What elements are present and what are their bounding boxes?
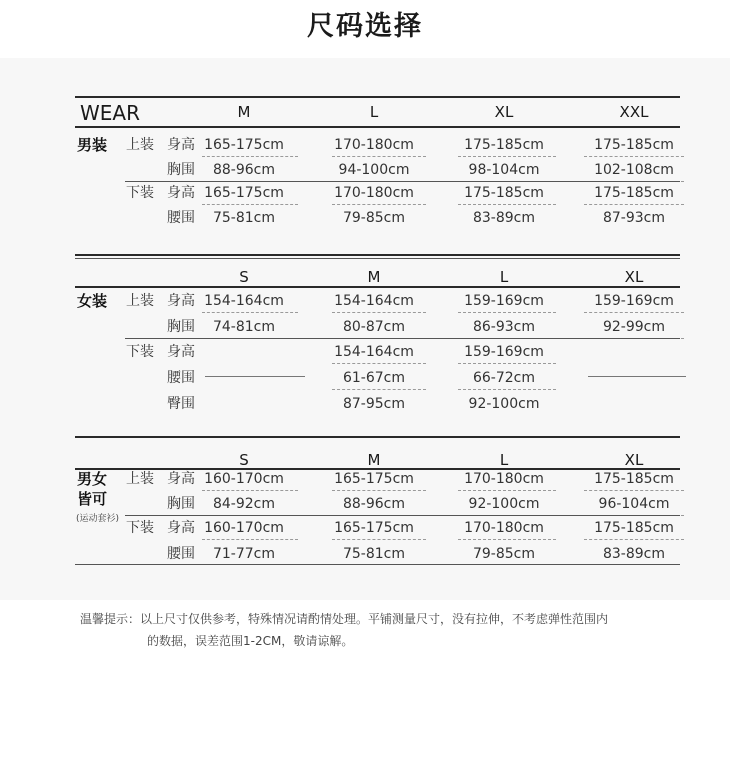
- garment-group-label: 下装: [126, 344, 154, 360]
- table-header-border: [75, 286, 680, 288]
- cell-underline: [202, 490, 298, 491]
- garment-group-label: 上装: [126, 471, 154, 487]
- size-header: XL: [624, 451, 644, 469]
- cell-underline: [202, 539, 298, 540]
- cell-underline: [202, 204, 298, 205]
- size-value: 175-185cm: [594, 471, 674, 487]
- cell-underline: [584, 539, 684, 540]
- cell-underline: [332, 156, 426, 157]
- size-value: 165-175cm: [334, 520, 414, 536]
- row-separator: [125, 181, 680, 182]
- size-header: M: [237, 103, 251, 121]
- measure-label: 身高: [167, 471, 195, 487]
- size-header: S: [239, 268, 249, 286]
- row-separator: [125, 515, 680, 516]
- size-header: L: [499, 451, 509, 469]
- size-value: 66-72cm: [472, 370, 536, 386]
- footer-line2: 的数据，误差范围1-2CM，敬请谅解。: [147, 634, 354, 648]
- size-value: 83-89cm: [472, 210, 536, 226]
- size-value: 170-180cm: [464, 520, 544, 536]
- category-label: 男装: [77, 136, 108, 154]
- size-header: XL: [494, 103, 514, 121]
- size-value: 80-87cm: [342, 319, 406, 335]
- measure-label: 身高: [167, 344, 195, 360]
- size-header: XXL: [619, 103, 649, 121]
- cell-underline: [458, 204, 556, 205]
- size-value: 92-100cm: [468, 396, 540, 412]
- garment-group-label: 上装: [126, 293, 154, 309]
- size-value: 170-180cm: [334, 185, 414, 201]
- size-value: 94-100cm: [338, 162, 410, 178]
- category-label: 男女: [77, 470, 108, 488]
- size-chart-panel: [0, 58, 730, 600]
- measure-label: 胸围: [167, 496, 195, 512]
- measure-label: 身高: [167, 137, 195, 153]
- size-value: 87-93cm: [602, 210, 666, 226]
- cell-underline: [332, 363, 426, 364]
- page-title: 尺码选择: [307, 11, 423, 42]
- cell-underline: [584, 490, 684, 491]
- size-value: 88-96cm: [212, 162, 276, 178]
- measure-label: 身高: [167, 185, 195, 201]
- garment-group-label: 下装: [126, 185, 154, 201]
- cell-underline: [202, 156, 298, 157]
- cell-underline: [332, 490, 426, 491]
- table-top-border: [75, 96, 680, 98]
- size-header: M: [367, 451, 381, 469]
- cell-underline: [584, 312, 684, 313]
- category-label-line2: 皆可: [77, 490, 108, 508]
- category-label: 女装: [77, 292, 108, 310]
- cell-underline: [458, 312, 556, 313]
- size-header: S: [239, 451, 249, 469]
- measure-label: 身高: [167, 520, 195, 536]
- garment-group-label: 上装: [126, 137, 154, 153]
- cell-underline: [202, 312, 298, 313]
- cell-underline: [458, 490, 556, 491]
- row-separator: [75, 258, 680, 259]
- size-value: 175-185cm: [464, 185, 544, 201]
- cell-underline: [584, 204, 684, 205]
- size-value: 98-104cm: [468, 162, 540, 178]
- size-value: 165-175cm: [204, 185, 284, 201]
- size-value: 159-169cm: [464, 344, 544, 360]
- category-note: (运动套衫): [76, 514, 120, 524]
- size-header: L: [369, 103, 379, 121]
- size-value: 86-93cm: [472, 319, 536, 335]
- size-value: 88-96cm: [342, 496, 406, 512]
- size-value: 102-108cm: [594, 162, 674, 178]
- measure-label: 臀围: [167, 396, 195, 412]
- measure-label: 胸围: [167, 319, 195, 335]
- empty-range-line: [205, 376, 305, 377]
- size-value: 75-81cm: [342, 546, 406, 562]
- size-value: 154-164cm: [204, 293, 284, 309]
- size-value: 154-164cm: [334, 344, 414, 360]
- size-value: 83-89cm: [602, 546, 666, 562]
- footer-line1: 以上尺寸仅供参考，特殊情况请酌情处理。平铺测量尺寸，没有拉伸，不考虑弹性范围内: [140, 612, 609, 626]
- cell-underline: [458, 539, 556, 540]
- size-value: 175-185cm: [594, 520, 674, 536]
- footer-label: 温馨提示：: [80, 612, 141, 626]
- size-value: 165-175cm: [204, 137, 284, 153]
- measure-label: 胸围: [167, 162, 195, 178]
- size-value: 96-104cm: [598, 496, 670, 512]
- cell-underline: [332, 389, 426, 390]
- size-value: 87-95cm: [342, 396, 406, 412]
- size-value: 154-164cm: [334, 293, 414, 309]
- measure-label: 身高: [167, 293, 195, 309]
- size-value: 170-180cm: [334, 137, 414, 153]
- cell-underline: [458, 389, 556, 390]
- table-header-border: [75, 126, 680, 128]
- size-value: 160-170cm: [204, 471, 284, 487]
- cell-underline: [332, 204, 426, 205]
- wear-label: WEAR: [80, 101, 140, 125]
- measure-label: 腰围: [167, 370, 195, 386]
- table-top-border: [75, 436, 680, 438]
- size-value: 79-85cm: [342, 210, 406, 226]
- size-value: 160-170cm: [204, 520, 284, 536]
- size-header: XL: [624, 268, 644, 286]
- cell-underline: [332, 312, 426, 313]
- size-value: 170-180cm: [464, 471, 544, 487]
- table-top-border: [75, 254, 680, 256]
- size-value: 71-77cm: [212, 546, 276, 562]
- size-value: 159-169cm: [594, 293, 674, 309]
- garment-group-label: 下装: [126, 520, 154, 536]
- cell-underline: [458, 156, 556, 157]
- size-value: 75-81cm: [212, 210, 276, 226]
- measure-label: 腰围: [167, 210, 195, 226]
- size-value: 159-169cm: [464, 293, 544, 309]
- size-value: 84-92cm: [212, 496, 276, 512]
- size-header: M: [367, 268, 381, 286]
- cell-underline: [584, 156, 684, 157]
- size-value: 61-67cm: [342, 370, 406, 386]
- size-value: 165-175cm: [334, 471, 414, 487]
- size-value: 74-81cm: [212, 319, 276, 335]
- size-value: 92-100cm: [468, 496, 540, 512]
- row-separator: [75, 564, 680, 565]
- size-value: 79-85cm: [472, 546, 536, 562]
- size-value: 175-185cm: [464, 137, 544, 153]
- size-value: 92-99cm: [602, 319, 666, 335]
- footer-note: [80, 608, 608, 652]
- measure-label: 腰围: [167, 546, 195, 562]
- cell-underline: [332, 539, 426, 540]
- cell-underline: [458, 363, 556, 364]
- row-separator: [125, 338, 680, 339]
- size-value: 175-185cm: [594, 137, 674, 153]
- size-value: 175-185cm: [594, 185, 674, 201]
- size-header: L: [499, 268, 509, 286]
- empty-range-line: [588, 376, 686, 377]
